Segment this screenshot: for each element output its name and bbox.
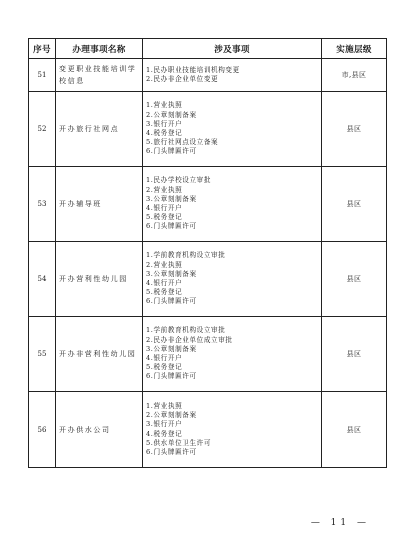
matter-line: 2.公章刻制备案	[146, 110, 197, 119]
row-item-name: 开办旅行社网点	[56, 92, 143, 167]
matter-line: 1.民办学校设立审批	[146, 176, 212, 185]
matter-line: 4.税务登记	[146, 129, 183, 137]
row-matters	[143, 92, 322, 167]
matter-line: 3.银行开户	[146, 420, 183, 429]
header-serial: 序号	[29, 39, 56, 59]
row-serial: 52	[29, 92, 56, 167]
matter-line: 3.公章刻制备案	[146, 194, 197, 203]
matter-line: 6.门头牌匾许可	[146, 447, 197, 456]
table-row	[29, 392, 387, 468]
matter-line: 1.学前教育机构设立审批	[146, 251, 226, 260]
matter-line: 6.门头牌匾许可	[146, 372, 197, 381]
table-row	[29, 92, 387, 167]
matter-line: 3.公章刻制备案	[146, 269, 197, 278]
row-serial: 51	[29, 59, 56, 92]
row-level: 县区	[322, 242, 387, 317]
row-matters	[143, 167, 322, 242]
row-level: 县区	[322, 392, 387, 468]
row-item-name: 开办辅导班	[56, 167, 143, 242]
row-matters	[143, 242, 322, 317]
row-level: 县区	[322, 92, 387, 167]
table-row	[29, 59, 387, 92]
matter-line: 3.银行开户	[146, 119, 183, 128]
table-row	[29, 242, 387, 317]
row-serial: 55	[29, 317, 56, 392]
matter-line: 5.税务登记	[146, 213, 183, 222]
matter-line: 5.税务登记	[146, 363, 183, 372]
matter-line: 2.民办非企业单位成立审批	[146, 335, 233, 344]
matter-line: 5.供水单位卫生许可	[146, 438, 212, 447]
row-level: 县区	[322, 317, 387, 392]
page-number: — 11 —	[310, 518, 370, 528]
matter-line: 1.营业执照	[146, 401, 183, 410]
matter-line: 4.银行开户	[146, 354, 183, 362]
matter-line: 2.营业执照	[146, 260, 183, 269]
matter-line: 2.营业执照	[146, 185, 183, 194]
table-row	[29, 167, 387, 242]
header-row	[29, 39, 387, 59]
matter-line: 3.公章刻制备案	[146, 344, 197, 353]
matter-line: 1.学前教育机构设立审批	[146, 326, 226, 335]
row-item-name: 开办非营利性幼儿园	[56, 317, 143, 392]
matter-line: 1.营业执照	[146, 101, 183, 110]
matter-line: 5.旅行社网点设立备案	[146, 138, 219, 147]
row-item-name: 变更职业技能培训学校信息	[56, 59, 143, 92]
row-serial: 53	[29, 167, 56, 242]
row-matters	[143, 317, 322, 392]
matter-line: 2.公章刻制备案	[146, 411, 197, 420]
header-item-name: 办理事项名称	[56, 39, 143, 59]
matter-line: 4.税务登记	[146, 429, 183, 438]
row-item-name: 开办营利性幼儿园	[56, 242, 143, 317]
row-level: 县区	[322, 167, 387, 242]
matter-line: 5.税务登记	[146, 288, 183, 297]
row-serial: 56	[29, 392, 56, 468]
header-matters: 涉及事项	[143, 39, 322, 59]
header-level: 实施层级	[322, 39, 387, 59]
matter-line: 6.门头牌匾许可	[146, 222, 197, 231]
matter-line: 6.门头牌匾许可	[146, 297, 197, 306]
table-row	[29, 317, 387, 392]
matters-table	[28, 38, 387, 468]
matter-line: 6.门头牌匾许可	[146, 147, 197, 156]
matter-line: 1.民办职业技能培训机构变更	[146, 65, 240, 74]
row-serial: 54	[29, 242, 56, 317]
row-level: 市,县区	[322, 59, 387, 92]
row-matters	[143, 392, 322, 468]
row-item-name: 开办供水公司	[56, 392, 143, 468]
row-matters	[143, 59, 322, 92]
matter-line: 4.银行开户	[146, 279, 183, 287]
matter-line: 4.银行开户	[146, 204, 183, 212]
matter-line: 2.民办非企业单位变更	[146, 75, 219, 83]
